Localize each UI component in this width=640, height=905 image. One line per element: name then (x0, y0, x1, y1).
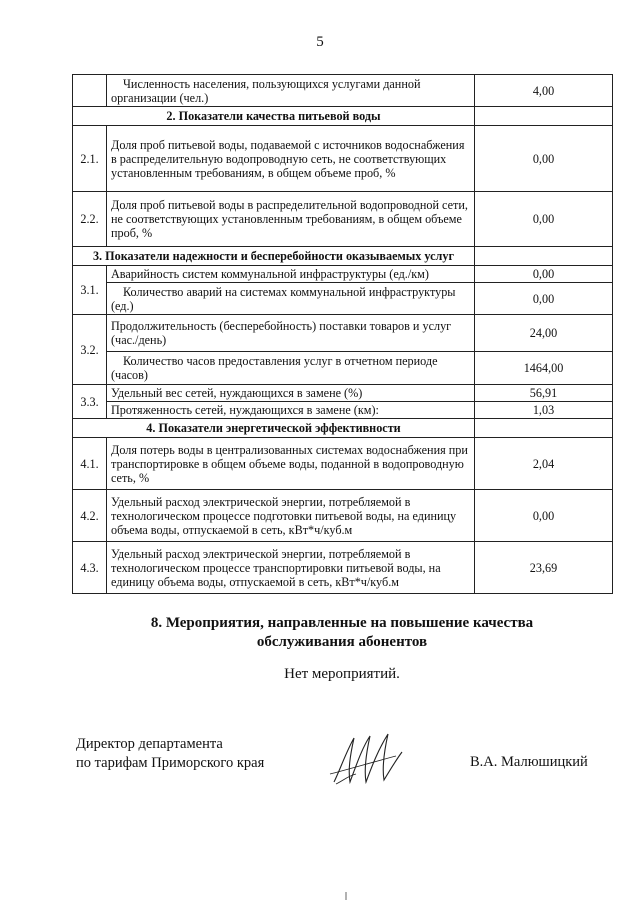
indicator-value: 0,00 (475, 490, 613, 542)
table-row (73, 438, 613, 490)
indicator-description: Протяженность сетей, нуждающихся в замене (км): (107, 402, 475, 419)
signatory-position (76, 735, 264, 773)
row-number: 2.2. (73, 192, 107, 247)
table-row (73, 266, 613, 283)
table-row (73, 490, 613, 542)
position-line1: Директор департамента (76, 736, 223, 752)
section-8-heading (72, 614, 612, 652)
page-number: 5 (316, 34, 324, 50)
section-row (73, 107, 613, 126)
indicator-value: 1464,00 (475, 352, 613, 385)
indicator-description: Удельный расход электрической энергии, потребляемой в технологическом процессе транспортировки питьевой воды, на единицу объема воды, отпускаемой в сеть, кВт*ч/куб.м (107, 542, 475, 594)
section-title-reliability: 3. Показатели надежности и бесперебойности оказываемых услуг (73, 247, 475, 266)
indicators-table (72, 74, 613, 594)
indicator-description: Количество часов предоставления услуг в отчетном периоде (часов) (107, 352, 475, 385)
section-row (73, 419, 613, 438)
indicator-value: 0,00 (475, 266, 613, 283)
indicator-value: 24,00 (475, 315, 613, 352)
row-number: 4.2. (73, 490, 107, 542)
row-number (73, 75, 107, 107)
table-row (73, 385, 613, 402)
table-row (73, 352, 613, 385)
row-number: 4.3. (73, 542, 107, 594)
position-line2: по тарифам Приморского края (76, 755, 265, 771)
section-title-energy: 4. Показатели энергетической эффективности (73, 419, 475, 438)
indicator-description: Аварийность систем коммунальной инфраструктуры (ед./км) (107, 266, 475, 283)
indicator-description: Доля проб питьевой воды, подаваемой с источников водоснабжения в распределительную водопроводную сеть, не соответствующих установленным требованиям, в общем объеме проб, % (107, 126, 475, 192)
indicator-description: Количество аварий на системах коммунальной инфраструктуры (ед.) (107, 283, 475, 315)
indicator-value: 56,91 (475, 385, 613, 402)
indicator-description: Доля проб питьевой воды в распределительной водопроводной сети, не соответствующих установленным требованиям, в общем объеме проб, % (107, 192, 475, 247)
signatory-name: В.А. Малюшицкий (470, 754, 588, 770)
table-row (73, 542, 613, 594)
table-row (73, 126, 613, 192)
indicator-description: Удельный расход электрической энергии, потребляемой в технологическом процессе подготовки питьевой воды, на единицу объема воды, отпускаемой в сеть, кВт*ч/куб.м (107, 490, 475, 542)
fold-mark-icon (343, 892, 349, 900)
section-title-quality: 2. Показатели качества питьевой воды (73, 107, 475, 126)
indicator-value: 1,03 (475, 402, 613, 419)
indicator-value: 0,00 (475, 283, 613, 315)
indicator-value: 0,00 (475, 126, 613, 192)
no-measures-text: Нет мероприятий. (284, 666, 400, 682)
row-number: 3.1. (73, 266, 107, 315)
indicator-description: Доля потерь воды в централизованных системах водоснабжения при транспортировке в общем объеме воды, поданной в водопроводную сеть, % (107, 438, 475, 490)
table-row (73, 315, 613, 352)
section-row (73, 247, 613, 266)
row-number: 3.3. (73, 385, 107, 419)
handwritten-signature (326, 730, 406, 790)
indicator-value: 2,04 (475, 438, 613, 490)
indicator-value: 0,00 (475, 192, 613, 247)
indicator-value: 23,69 (475, 542, 613, 594)
row-number: 3.2. (73, 315, 107, 385)
table-row (73, 283, 613, 315)
table-row (73, 75, 613, 107)
indicator-description: Численность населения, пользующихся услугами данной организации (чел.) (107, 75, 475, 107)
section-8-heading-line2: обслуживания абонентов (256, 634, 428, 650)
indicator-description: Удельный вес сетей, нуждающихся в замене (%) (107, 385, 475, 402)
table-row (73, 402, 613, 419)
row-number: 2.1. (73, 126, 107, 192)
indicator-description: Продолжительность (бесперебойность) поставки товаров и услуг (час./день) (107, 315, 475, 352)
table-row (73, 192, 613, 247)
section-8-heading-line1: 8. Мероприятия, направленные на повышение качества (150, 615, 534, 631)
indicator-value: 4,00 (475, 75, 613, 107)
row-number: 4.1. (73, 438, 107, 490)
